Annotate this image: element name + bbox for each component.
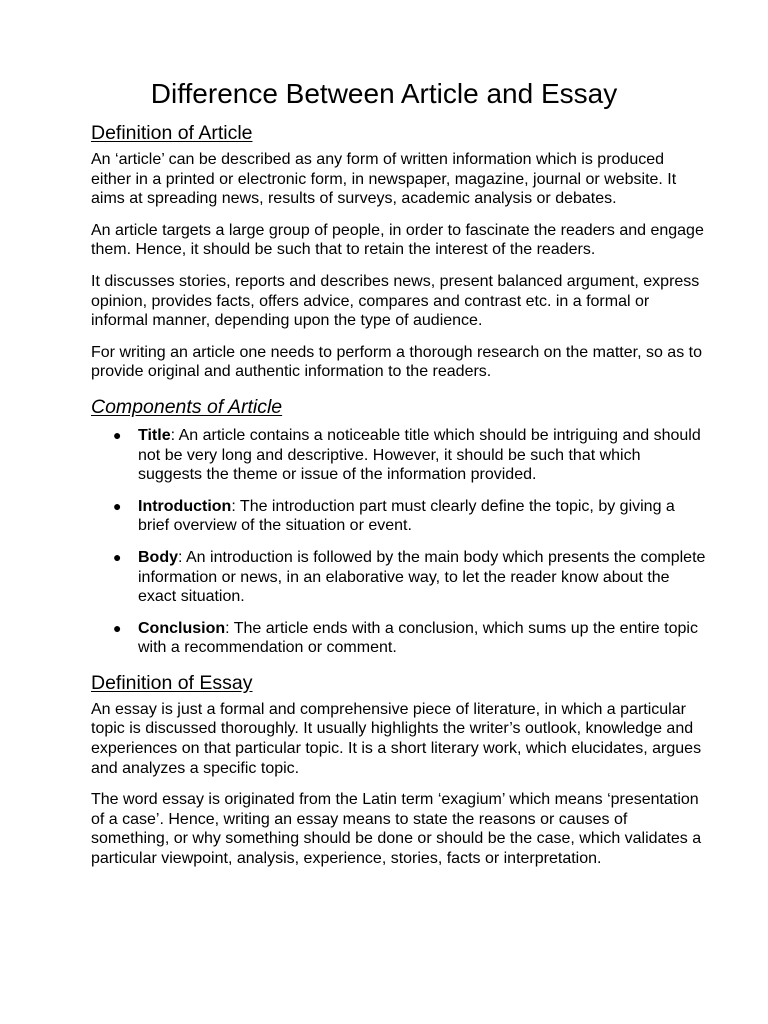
list-item [113, 548, 706, 607]
paragraph: An article targets a large group of people, in order to fascinate the readers and engage them. Hence, it should be such that to retain the interest of the readers. [91, 221, 704, 259]
paragraph: It discusses stories, reports and describes news, present balanced argument, express opinion, provides facts, offers advice, compares and contrast etc. in a formal or informal manner, depending upon the type of audience. [91, 272, 700, 330]
bullet-icon: ● [113, 426, 122, 443]
components-list [91, 426, 706, 658]
list-item [113, 619, 706, 658]
list-item [113, 426, 706, 485]
list-item [113, 497, 706, 536]
section-heading-components: Components of Article [91, 395, 283, 418]
page-title: Difference Between Article and Essay [150, 78, 618, 109]
list-item-term: Introduction [138, 497, 232, 515]
paragraph: An ‘article’ can be described as any form of written information which is produced either in a printed or electronic form, in newspaper, magazine, journal or website. It aims at spreading news, results of surveys, academic analysis or debates. [91, 151, 677, 208]
list-item-text: : An article contains a noticeable title which should be intriguing and should not be very long and descriptive. However, it should be such that which suggests the theme or issue of the information provided. [138, 426, 701, 484]
list-item-text: : The introduction part must clearly define the topic, by giving a brief overview of the situation or event. [138, 497, 675, 535]
bullet-icon: ● [113, 497, 122, 514]
bullet-icon: ● [113, 548, 122, 565]
bullet-icon: ● [113, 619, 122, 636]
section-heading-article-definition: Definition of Article [91, 122, 253, 144]
list-item-text: : An introduction is followed by the main body which presents the complete information or news, in an elaborative way, to let the reader know about the exact situation. [138, 548, 706, 606]
list-item-term: Title [138, 426, 171, 444]
paragraph: The word essay is originated from the Latin term ‘exagium’ which means ‘presentation of a case’. Hence, writing an essay means to state the reasons or causes of something, or why something should be done or should be the case, which validates a particular viewpoint, analysis, experience, stories, facts or interpretation. [91, 791, 702, 868]
paragraph: For writing an article one needs to perform a thorough research on the matter, so as to provide original and authentic information to the readers. [91, 343, 702, 381]
section-heading-essay-definition: Definition of Essay [91, 671, 253, 694]
paragraph: An essay is just a formal and comprehensive piece of literature, in which a particular topic is discussed thoroughly. It usually highlights the writer’s outlook, knowledge and experiences on that particular topic. It is a short literary work, which elucidates, argues and analyzes a specific topic. [91, 700, 702, 777]
list-item-term: Body [138, 548, 178, 566]
list-item-term: Conclusion [138, 619, 226, 637]
list-item-text: : The article ends with a conclusion, which sums up the entire topic with a recommendation or comment. [138, 619, 698, 657]
